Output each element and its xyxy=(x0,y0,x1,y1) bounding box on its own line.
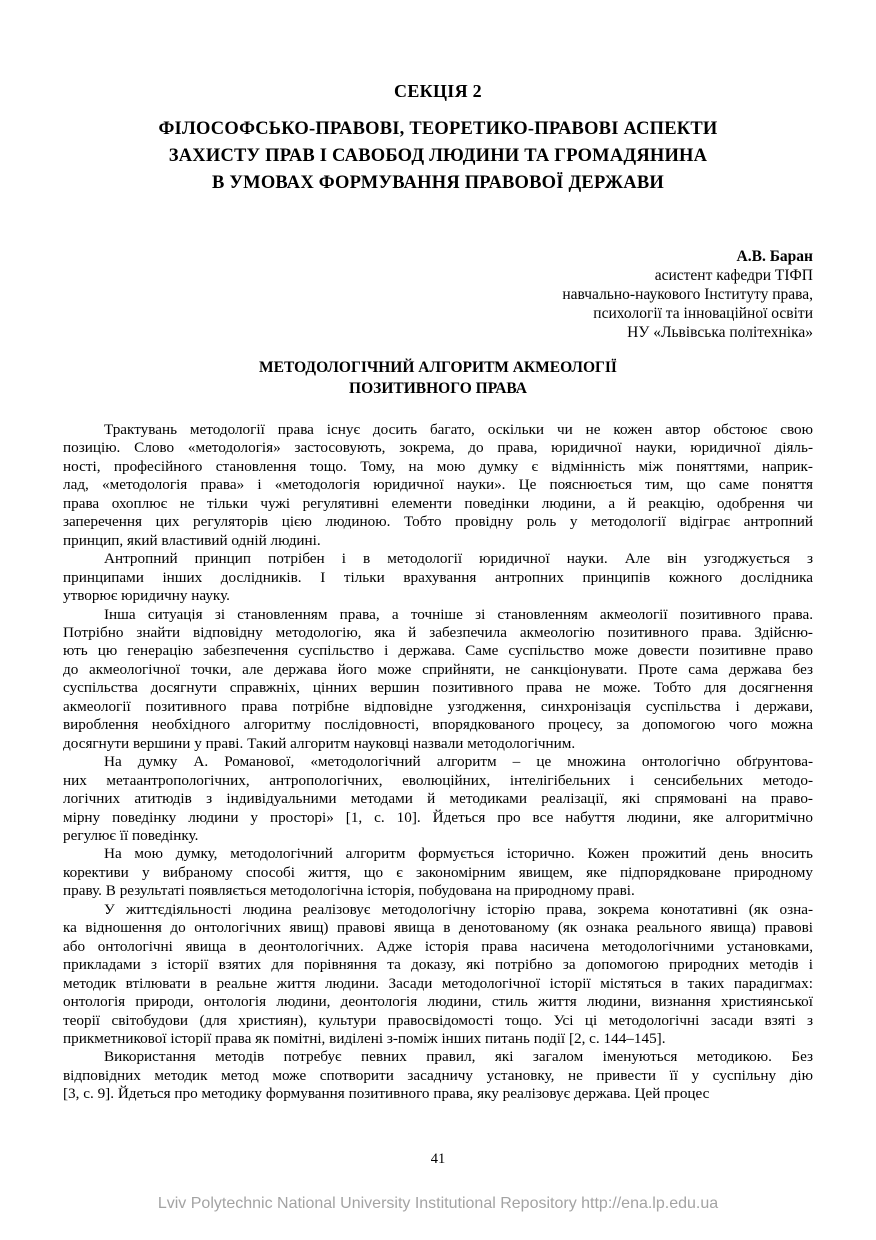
text-line: Потрібно знайти відповідну методологію, яка й забезпечила акмеологію позитивного права. Здійсню- xyxy=(63,623,813,641)
text-line: регулює її поведінку. xyxy=(63,826,199,844)
text-line: Використання методів потребує певних правил, які загалом іменуються методикою. Без xyxy=(104,1048,813,1066)
article-title-line: МЕТОДОЛОГІЧНИЙ АЛГОРИТМ АКМЕОЛОГІЇ xyxy=(259,359,617,376)
text-line: ності, професійного становлення тощо. Тому, на мою думку є відмінність між поняттями, наприк- xyxy=(63,457,813,475)
text-line: прикладами з історії взятих для порівняння та доказу, які потрібно за допомогою природних методів і xyxy=(63,956,813,974)
text-line: лад, «методологія права» і «методологія юридичної науки». Це пояснюється тим, що саме поняття xyxy=(63,476,813,494)
text-line: позицію. Слово «методологія» застосовують, зокрема, до права, юридичної науки, юридичної діяль- xyxy=(63,439,813,457)
text-line: принцип, який властивий одній людині. xyxy=(63,531,321,549)
author-affiliation-line: НУ «Львівська політехніка» xyxy=(627,324,813,341)
article-title-line: ПОЗИТИВНОГО ПРАВА xyxy=(349,380,527,397)
paragraph xyxy=(63,753,813,845)
text-line: них метаантропологічних, антропологічних, еволюційних, інтелігібельних і сенсибельних методо- xyxy=(63,771,813,789)
text-line: теорії світобудови (для християн), культури правосвідомості тощо. Усі ці методологічні засади взяті з xyxy=(63,1011,813,1029)
article-title xyxy=(63,357,813,399)
text-line: На думку А. Романової, «методологічний алгоритм – це множина онтологічно обґрунтова- xyxy=(104,753,813,771)
author-affiliation-line: психології та інноваційної освіти xyxy=(593,305,813,322)
text-line: мірну поведінку людини у просторі» [1, с. 10]. Йдеться про все набуття людини, яке алгоритмічно xyxy=(63,808,813,826)
text-line: прикметникової історії права як помітні, виділені з-поміж інших питань події [2, с. 144–145]. xyxy=(63,1029,666,1047)
text-line: онтологія природи, онтологія людини, деонтологія людини, стиль життя людини, визнання християнської xyxy=(63,993,813,1011)
page-number: 41 xyxy=(430,1150,446,1167)
text-line: Антропний принцип потрібен і в методології юридичної науки. Але він узгоджується з xyxy=(104,550,813,568)
text-line: досягнути вершини у праві. Такий алгоритм науковці назвали методологічним. xyxy=(63,734,576,752)
text-line: праву. В результаті появляється методологічна історія, побудована на природному праві. xyxy=(63,882,635,900)
text-line: до акмеологічної точки, але держава його може сприйняти, не санкціонувати. Проте сама держава без xyxy=(63,660,813,678)
text-line: Трактувань методології права існує досить багато, оскільки чи не кожен автор обстоює свою xyxy=(104,421,813,438)
paragraph xyxy=(63,421,813,550)
text-line: або онтологічні явища в деонтологічних. Адже історія права насичена методологічними установками, xyxy=(63,937,813,955)
author-name: А.В. Баран xyxy=(736,248,813,265)
text-line: права охоплює не тільки чужі регулятивні елементи поведінки людини, а й реакцію, одобрення чи xyxy=(63,494,813,512)
text-line: У життєдіяльності людина реалізовує методологічну історію права, зокрема конотативні (як озна- xyxy=(104,900,813,918)
text-line: На мою думку, методологічний алгоритм формується історично. Кожен прожитий день вносить xyxy=(104,845,813,863)
text-line: акмеології позитивного права потрібне відповідне узгодження, синхронізація суспільства і держави, xyxy=(63,697,813,715)
text-line: утворює юридичну науку. xyxy=(63,587,230,605)
article-body xyxy=(63,421,813,1104)
section-title-line: В УМОВАХ ФОРМУВАННЯ ПРАВОВОЇ ДЕРЖАВИ xyxy=(212,173,664,193)
paragraph xyxy=(63,1048,813,1103)
section-label: СЕКЦІЯ 2 xyxy=(394,81,482,101)
text-line: методик втілювати в реальне життя людини. Засади методологічної історії містяться в таких парадигмах: xyxy=(63,974,813,992)
text-line: корективи у вибраному способі життя, що є закономірним явищем, яке підпорядковане природному xyxy=(63,863,813,881)
repository-footer-text: Lviv Polytechnic National University Institutional Repository http://ena.lp.edu.ua xyxy=(157,1194,719,1212)
author-affiliation-line: асистент кафедри ТІФП xyxy=(654,267,813,284)
text-line: принципами інших дослідників. І тільки врахування антропних принципів кожного дослідника xyxy=(63,568,813,586)
text-line: суспільства досягнути справжніх, цінних вершин позитивного права не може. Тобто для досягнення xyxy=(63,679,813,697)
paragraph xyxy=(63,901,813,1049)
text-line: Інша ситуація зі становленням права, а точніше зі становленням акмеології позитивного права. xyxy=(104,605,813,623)
text-line: логічних атитюдів з індивідуальними методами й методиками реалізації, які спрямовані на право- xyxy=(63,790,813,808)
paragraph xyxy=(63,550,813,605)
author-block xyxy=(63,247,813,342)
paragraph xyxy=(63,845,813,900)
text-line: вироблення необхідного алгоритму послідовності, впорядкованого процесу, за допомогою чого можна xyxy=(63,716,813,734)
text-line: заперечення цих регуляторів цією людиною. Тобто провідну роль у методології відіграє антропний xyxy=(63,513,813,531)
author-affiliation-line: навчально-наукового Інституту права, xyxy=(562,286,813,303)
text-line: ють цю генерацію забезпечення суспільство і держава. Саме суспільство може довести позитивне право xyxy=(63,642,813,660)
text-line: відповідних методик метод може спотворити засадничу установку, не привести її у суспільну дію xyxy=(63,1066,813,1084)
section-title-line: ФІЛОСОФСЬКО-ПРАВОВІ, ТЕОРЕТИКО-ПРАВОВІ АСПЕКТИ xyxy=(158,119,718,139)
text-line: [3, с. 9]. Йдеться про методику формування позитивного права, яку реалізовує держава. Цей процес xyxy=(63,1085,710,1103)
section-title xyxy=(63,116,813,197)
text-line: ка відношення до онтологічних явищ) правові явища в денотованому (як ознака реального явища) правові xyxy=(63,919,813,937)
section-title-line: ЗАХИСТУ ПРАВ І САВОБОД ЛЮДИНИ ТА ГРОМАДЯНИНА xyxy=(168,146,708,166)
paragraph xyxy=(63,606,813,754)
